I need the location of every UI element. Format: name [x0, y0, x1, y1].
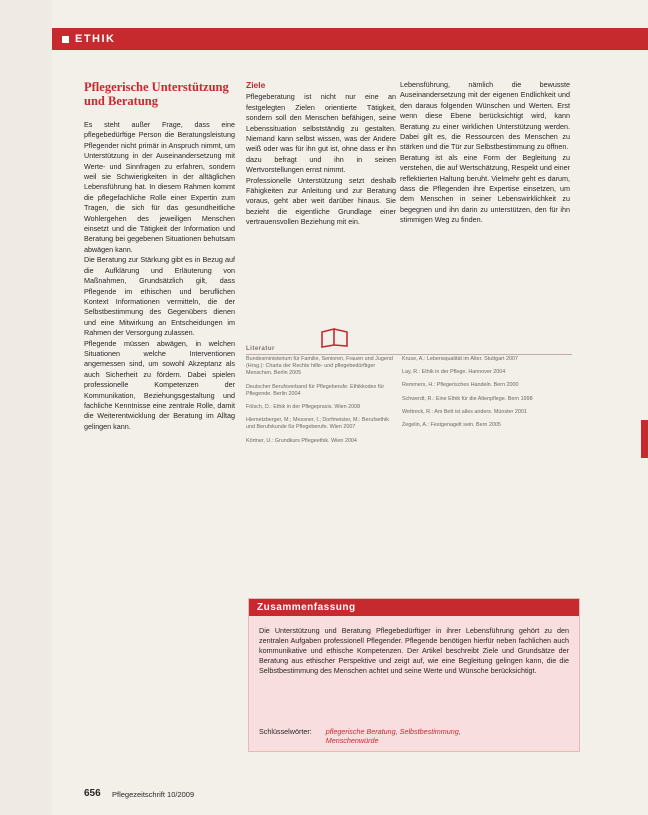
- paragraph: Die Beratung zur Stärkung gibt es in Bezug auf die Aufklärung und Erläuterung von Maßnahmen, Grundsätzlich gilt, dass Pflegende im ethischen und beruflichen Kontext Informationen vermitteln, die der Selbstbestimmung des Gegenübers dienen und eine Mitwirkung an Entscheidungen im Rahmen der Versorgung zulassen.: [84, 255, 235, 338]
- book-icon: [320, 326, 350, 348]
- journal-name: Pflegezeitschrift 10/2009: [112, 790, 195, 799]
- paragraph: Lebensführung, nämlich die bewusste Auseinandersetzung mit der eigenen Endlichkeit und den daraus folgenden Wünschen und Werten. Erst wenn diese Ebene berücksichtigt wird, kann Beratung zu einer wirklichen Unterstützung werden. Dabei gilt es, die Ressourcen des Menschen zu stärken und die Tür zur Selbstbestimmung zu öffnen.: [400, 80, 570, 152]
- paragraph: Professionelle Unterstützung setzt deshalb Fähigkeiten zur Anleitung und zur Beratung voraus, geht aber weit darüber hinaus. Sie bezieht die eigentliche Grundlage einer vertrauensvollen Beziehung mit ein.: [246, 175, 396, 227]
- literature-item: Deutscher Berufsverband für Pflegeberufe: Ethikkodex für Pflegende. Berlin 2004: [246, 383, 385, 397]
- paragraph: Pflegeberatung ist nicht nur eine an festgelegten Zielen orientierte Tätigkeit, sondern soll den Menschen befähigen, seine Lebenssituation selbstständig zu gestalten. Niemand kann selbst wissen, was der Andere weiß oder was für ihn gut ist, ohne dass er ihn dazu befragt und ihn in seinen Wertvorstellungen ernst nimmt.: [246, 92, 396, 175]
- literature-list-right: [402, 356, 570, 435]
- section-square-icon: [62, 36, 69, 43]
- keywords-row: [259, 727, 486, 745]
- literature-item: Bundesministerium für Familie, Senioren, Frauen und Jugend (Hrsg.): Charta der Rechte hilfe- und pflegebedürftiger Menschen. Berlin 2005: [246, 356, 393, 377]
- literature-item: Wettreck, R.: Am Bett ist alles anders. Münster 2001: [402, 408, 527, 415]
- paragraph: Beratung ist als eine Form der Begleitung zu verstehen, die auf Wertschätzung, Respekt und einer reflektierten Haltung beruht. Vielmehr geht es darum, dass die Pflegenden ihre Expertise einsetzen, um dem Menschen in seiner Lebenswirklichkeit zu begegnen und ihn darin zu unterstützen, den für ihn stimmigen Weg zu finden.: [400, 152, 570, 225]
- page-number: 656: [84, 788, 101, 799]
- keywords-label: Schlüsselwörter:: [259, 727, 312, 736]
- literature-item: Fölsch, D.: Ethik in der Pflegepraxis. Wien 2008: [246, 404, 361, 411]
- scan-margin: [0, 0, 52, 815]
- divider: [246, 354, 572, 355]
- article-column-3: [400, 80, 570, 226]
- section-header-bar: [52, 28, 648, 50]
- page-edge-tab: [641, 420, 648, 458]
- article-column-2: [246, 80, 396, 228]
- summary-body: Die Unterstützung und Beratung Pflegebedürftiger in ihrer Lebensführung gehört zu den zentralen Aufgaben professionell Pflegender. Pflegende benötigen hierfür neben fachlichen auch kommunikative und ethische Kompetenzen. Der Artikel beschreibt Ziele und Grundsätze der Beratung aus ethischer Perspektive und zeigt auf, wie eine Begleitung gelingen kann, die die Selbstbestimmung des Menschen achtet und seine Werte und Wünsche berücksichtigt.: [259, 626, 569, 675]
- literature-item: Lay, R.: Ethik in der Pflege. Hannover 2004: [402, 369, 506, 376]
- literature-label: Literatur: [246, 346, 275, 352]
- paragraph: Es steht außer Frage, dass eine pflegebedürftige Person die Beratungsleistung Pflegender nicht primär in Anspruch nimmt, um Unterstützung in der Auseinandersetzung mit Werte- und Sinnfragen zu erfahren, sondern weil sie Schwierigkeiten in der alltäglichen Lebensführung hat. In diesem Rahmen kommt die pflegefachliche Rolle einer Expertin zum Tragen, die sich für das gesundheitliche Wohlergehen des jeweiligen Menschen einsetzt und die Tätigkeit der Information und Beratung bei gegebenen Situationen behutsam abwägen kann.: [84, 120, 235, 254]
- literature-item: Kruse, A.: Lebensqualität im Alter. Stuttgart 2007: [402, 356, 518, 362]
- subheading-ziele: Ziele: [246, 80, 266, 90]
- paragraph: Pflegende müssen abwägen, in welchen Situationen welche Interventionen angemessen sind, um sowohl Akzeptanz als auch Sicherheit zu fördern. Dabei spielen professionelle Kompetenzen der Kommunikation, Beziehungsgestaltung und fachliche Kenntnisse eine zentrale Rolle, damit die Weiterentwicklung der Beratung im Alltag gelingen kann.: [84, 338, 235, 431]
- literature-item: Zegelin, A.: Festgenagelt sein. Bern 2005: [402, 422, 501, 429]
- literature-item: Körtner, U.: Grundkurs Pflegeethik. Wien 2004: [246, 437, 357, 444]
- keywords-values: pflegerische Beratung, Selbstbestimmung, Menschenwürde: [325, 727, 461, 745]
- section-label: ETHIK: [75, 33, 116, 45]
- summary-box: [248, 598, 580, 752]
- article-title: Pflegerische Unterstützung und Beratung: [84, 80, 229, 108]
- summary-heading: Zusammenfassung: [249, 599, 579, 616]
- literature-item: Remmers, H.: Pflegerisches Handeln. Bern 2000: [402, 382, 519, 389]
- literature-item: Hiemetzberger, M.; Messner, I.; Dorfmeister, M.: Berufsethik und Berufskunde für Pflegeberufe. Wien 2007: [246, 417, 389, 431]
- literature-list-left: [246, 356, 396, 451]
- article-column-1: [84, 80, 235, 432]
- literature-item: Schwerdt, R.: Eine Ethik für die Altenpflege. Bern 1998: [402, 395, 533, 402]
